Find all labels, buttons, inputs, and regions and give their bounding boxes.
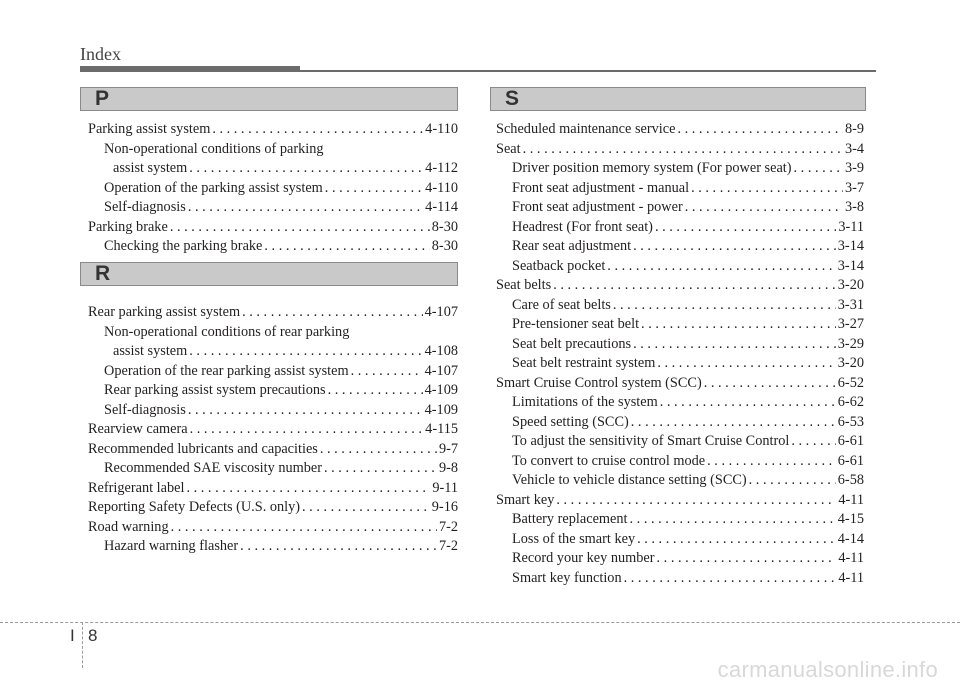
entry-label: Front seat adjustment - manual (512, 179, 690, 196)
entry-page: 4-108 (424, 343, 458, 359)
entry-page: 6-53 (837, 413, 864, 430)
entry-label: Checking the parking brake (104, 238, 263, 254)
entry-page: 4-11 (838, 569, 864, 586)
page-header-title: Index (80, 44, 121, 64)
entry-label: Recommended SAE viscosity number (104, 460, 322, 476)
entry-label: Seat (496, 140, 521, 157)
entry-label: assist system (113, 160, 188, 176)
index-entry[interactable] (113, 159, 458, 178)
header-rule-thick (80, 66, 300, 72)
section-bar-r (80, 262, 458, 286)
index-entry[interactable] (88, 440, 458, 459)
watermark-text: carmanualsonline.info (717, 657, 938, 682)
entry-label: Record your key number (512, 550, 655, 566)
index-entry (104, 323, 458, 342)
index-entry[interactable] (512, 569, 864, 588)
entry-label: Reporting Safety Defects (U.S. only) (88, 499, 301, 515)
entry-label: Rear parking assist system precautions (104, 382, 326, 398)
leader-dots (240, 537, 437, 556)
leader-dots (657, 354, 835, 373)
index-entry[interactable] (104, 459, 458, 478)
index-entry[interactable] (512, 296, 864, 315)
entry-label: Smart key function (512, 569, 622, 586)
leader-dots (189, 342, 422, 361)
entry-label: Limitations of the system (512, 394, 658, 410)
section-letter-r: R (95, 262, 111, 285)
entry-page: 3-11 (838, 218, 864, 235)
leader-dots (328, 381, 423, 400)
leader-dots (188, 401, 423, 420)
leader-dots (685, 198, 843, 217)
entry-page: 3-31 (837, 296, 864, 313)
entry-page: 6-61 (837, 452, 864, 469)
entry-label: Rear parking assist system (88, 304, 241, 320)
entry-page: 3-14 (837, 238, 864, 254)
entry-page: 8-9 (844, 121, 864, 137)
index-entry[interactable] (512, 198, 864, 217)
entry-page: 9-11 (432, 479, 458, 496)
leader-dots (189, 159, 423, 178)
entry-page: 4-14 (837, 530, 864, 547)
entry-page: 3-20 (837, 277, 864, 293)
leader-dots (704, 374, 836, 393)
leader-dots (523, 140, 843, 159)
leader-dots (624, 569, 837, 588)
index-entry[interactable] (88, 479, 458, 498)
leader-dots (660, 393, 836, 412)
entry-label: Non-operational conditions of rear parking (104, 323, 350, 340)
entry-page: 3-27 (837, 316, 864, 332)
entry-page: 3-29 (837, 335, 864, 352)
leader-dots (325, 179, 423, 198)
leader-dots (633, 335, 836, 354)
entry-page: 4-11 (838, 550, 864, 566)
entry-label: Road warning (88, 518, 169, 535)
entry-page: 4-109 (424, 401, 458, 418)
index-entry[interactable] (104, 179, 458, 198)
entry-label: Self-diagnosis (104, 199, 186, 215)
index-entry[interactable] (512, 218, 864, 237)
entry-label: To convert to cruise control mode (512, 452, 706, 469)
index-entry[interactable] (88, 303, 458, 322)
index-entry[interactable] (496, 120, 864, 139)
footer-page-number: 8 (88, 626, 98, 645)
index-entry[interactable] (512, 315, 864, 334)
entry-label: To adjust the sensitivity of Smart Cruise Control (512, 433, 790, 449)
leader-dots (302, 498, 430, 517)
section-letter-s: S (505, 87, 520, 110)
index-entry[interactable] (88, 120, 458, 139)
entry-label: Scheduled maintenance service (496, 121, 676, 137)
footer-dashed-rule (0, 622, 960, 623)
footer-dashed-divider (82, 622, 83, 668)
leader-dots (630, 510, 836, 529)
leader-dots (655, 218, 836, 237)
leader-dots (264, 237, 429, 256)
entry-label: Care of seat belts (512, 296, 611, 313)
leader-dots (242, 303, 423, 322)
entry-label: Vehicle to vehicle distance setting (SCC) (512, 472, 747, 488)
leader-dots (691, 179, 843, 198)
entry-label: Recommended lubricants and capacities (88, 440, 318, 457)
index-entry[interactable] (512, 413, 864, 432)
entry-label: Battery replacement (512, 511, 628, 527)
entry-label: Rearview camera (88, 421, 188, 437)
entry-label: Front seat adjustment - power (512, 199, 683, 215)
entry-label: Operation of the rear parking assist system (104, 362, 349, 379)
index-entry[interactable] (104, 362, 458, 381)
leader-dots (556, 491, 836, 510)
entry-page: 8-30 (431, 218, 458, 235)
index-entry[interactable] (113, 342, 458, 361)
entry-page: 4-107 (424, 304, 458, 320)
footer-section-letter: I (70, 626, 75, 645)
index-entry[interactable] (512, 432, 864, 451)
index-entry[interactable] (512, 393, 864, 412)
entry-label: Refrigerant label (88, 479, 185, 496)
leader-dots (641, 315, 836, 334)
entry-page: 4-112 (425, 160, 458, 176)
index-entry[interactable] (512, 452, 864, 471)
index-entry[interactable] (104, 381, 458, 400)
entry-label: Seat belts (496, 277, 552, 293)
section-letter-p: P (95, 87, 110, 110)
entry-label: Headrest (For front seat) (512, 218, 653, 235)
entry-page: 8-30 (431, 238, 458, 254)
index-entry[interactable] (496, 140, 864, 159)
index-entry[interactable] (512, 471, 864, 490)
leader-dots (351, 362, 423, 381)
entry-label: Pre-tensioner seat belt (512, 316, 640, 332)
entry-label: Seat belt restraint system (512, 355, 656, 371)
entry-label: Smart Cruise Control system (SCC) (496, 374, 702, 391)
entry-page: 4-15 (837, 511, 864, 527)
leader-dots (324, 459, 437, 478)
leader-dots (186, 479, 430, 498)
index-entry[interactable] (88, 518, 458, 537)
leader-dots (749, 471, 836, 490)
index-entry[interactable] (496, 374, 864, 393)
leader-dots (631, 413, 836, 432)
entry-page: 4-109 (424, 382, 458, 398)
index-entry[interactable] (512, 510, 864, 529)
entry-page: 6-52 (837, 374, 864, 391)
index-entry[interactable] (104, 198, 458, 217)
index-entry[interactable] (496, 276, 864, 295)
entry-page: 4-110 (425, 179, 458, 196)
index-entry[interactable] (512, 179, 864, 198)
entry-page: 6-62 (837, 394, 864, 410)
entry-label: Hazard warning flasher (104, 538, 239, 554)
section-bar-s (490, 87, 866, 111)
entry-label: Seatback pocket (512, 257, 606, 274)
index-entry[interactable] (104, 537, 458, 556)
entry-page: 9-16 (431, 499, 458, 515)
leader-dots (707, 452, 836, 471)
entry-page: 6-58 (837, 472, 864, 488)
header-rule-thin (300, 70, 876, 72)
entry-page: 9-8 (438, 460, 458, 476)
index-entry[interactable] (104, 237, 458, 256)
leader-dots (607, 257, 835, 276)
entry-page: 4-110 (425, 121, 458, 137)
entry-page: 7-2 (438, 538, 458, 554)
leader-dots (170, 218, 430, 237)
entry-page: 4-107 (424, 362, 458, 379)
entry-page: 3-4 (844, 140, 864, 157)
leader-dots (613, 296, 836, 315)
entry-label: Speed setting (SCC) (512, 413, 629, 430)
entry-page: 3-7 (844, 179, 864, 196)
leader-dots (212, 120, 423, 139)
index-entry[interactable] (104, 401, 458, 420)
index-entry[interactable] (496, 491, 864, 510)
entry-label: Parking brake (88, 218, 168, 235)
entry-page: 7-2 (438, 518, 458, 535)
leader-dots (637, 530, 836, 549)
entry-page: 3-8 (844, 199, 864, 215)
entry-label: Smart key (496, 491, 555, 508)
entry-label: Rear seat adjustment (512, 238, 632, 254)
entry-label: Parking assist system (88, 121, 211, 137)
leader-dots (677, 120, 843, 139)
leader-dots (171, 518, 437, 537)
leader-dots (190, 420, 424, 439)
entry-label: Seat belt precautions (512, 335, 632, 352)
entry-label: Self-diagnosis (104, 401, 186, 418)
index-entry[interactable] (88, 498, 458, 517)
entry-label: Driver position memory system (For power seat) (512, 160, 792, 176)
index-entry[interactable] (88, 420, 458, 439)
index-entry[interactable] (512, 530, 864, 549)
entry-label: Loss of the smart key (512, 530, 636, 547)
entry-page: 9-7 (438, 440, 458, 457)
index-entry (104, 140, 458, 159)
leader-dots (320, 440, 437, 459)
entry-page: 6-61 (837, 433, 864, 449)
index-entry[interactable] (88, 218, 458, 237)
leader-dots (794, 159, 843, 178)
entry-page: 3-20 (837, 355, 864, 371)
entry-page: 3-9 (844, 160, 864, 176)
index-entry[interactable] (512, 159, 864, 178)
leader-dots (791, 432, 835, 451)
entry-label: Non-operational conditions of parking (104, 140, 324, 157)
entry-label: assist system (113, 343, 188, 359)
entry-page: 4-11 (838, 491, 864, 508)
entry-page: 4-114 (425, 199, 458, 215)
leader-dots (553, 276, 836, 295)
entry-label: Operation of the parking assist system (104, 179, 323, 196)
index-entry[interactable] (512, 549, 864, 568)
leader-dots (657, 549, 837, 568)
index-entry[interactable] (512, 237, 864, 256)
index-entry[interactable] (512, 335, 864, 354)
leader-dots (633, 237, 836, 256)
index-entry[interactable] (512, 354, 864, 373)
index-entry[interactable] (512, 257, 864, 276)
entry-page: 3-14 (837, 257, 864, 274)
leader-dots (188, 198, 423, 217)
entry-page: 4-115 (425, 421, 458, 437)
section-bar-p (80, 87, 458, 111)
